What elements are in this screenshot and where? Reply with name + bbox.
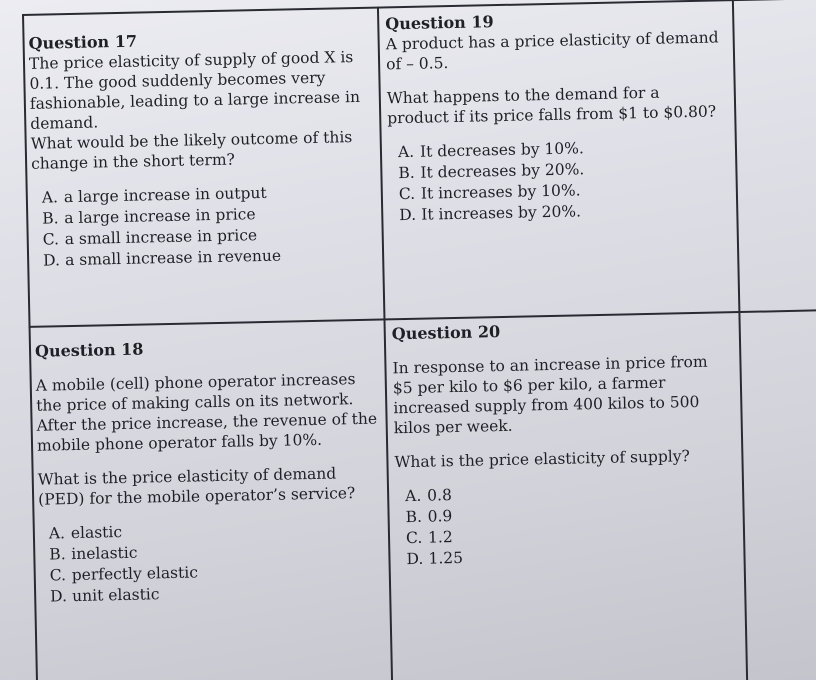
question-17-prompt: What would be the likely outcome of this change in the short term? xyxy=(30,128,353,173)
question-18-options xyxy=(39,517,384,608)
questions-table xyxy=(22,0,816,680)
option-b: B. inelastic xyxy=(49,543,138,564)
question-20-cell xyxy=(386,317,741,570)
option-b: B. 0.9 xyxy=(405,507,453,527)
option-a: A. a large increase in output xyxy=(41,183,267,207)
question-18-text: A mobile (cell) phone operator increases the price of making calls on its network. After the price increase, the revenue of the mobile phone operator falls by 10%. xyxy=(35,370,378,455)
question-18-prompt: What is the price elasticity of demand (PED) for the mobile operator’s service? xyxy=(37,464,356,509)
question-19-options xyxy=(388,135,728,226)
option-c: C. 1.2 xyxy=(405,528,453,548)
question-17-options xyxy=(32,181,377,272)
option-d: D. unit elastic xyxy=(50,585,160,606)
question-18-cell xyxy=(29,334,389,607)
question-17-cell xyxy=(22,27,382,272)
option-d: D. It increases by 20%. xyxy=(399,202,582,225)
option-d: D. 1.25 xyxy=(406,548,464,569)
question-19-prompt: What happens to the demand for a product if its price falls from $1 to $0.80? xyxy=(386,83,717,128)
question-19-text: A product has a price elasticity of demand of – 0.5. xyxy=(385,28,719,74)
option-c: C. a small increase in price xyxy=(42,226,258,249)
question-17-text: The price elasticity of supply of good X is 0.1. The good suddenly becomes very fashionable, leading to a large increase in demand. xyxy=(28,48,361,133)
question-20-text: In response to an increase in price from $5 per kilo to $6 per kilo, a farmer increased supply from 400 kilos to 500 kilos per week. xyxy=(392,352,708,438)
question-19-cell xyxy=(379,7,733,226)
option-c: C. It increases by 10%. xyxy=(398,181,581,204)
option-b: B. a large increase in price xyxy=(42,205,256,228)
option-c: C. perfectly elastic xyxy=(49,563,199,585)
question-20-prompt: What is the price elasticity of supply? xyxy=(394,447,691,472)
question-17-title: Question 17 xyxy=(28,31,138,53)
option-d: D. a small increase in revenue xyxy=(42,246,282,270)
option-a: A. elastic xyxy=(48,523,123,543)
question-19-title: Question 19 xyxy=(385,12,494,34)
question-20-title: Question 20 xyxy=(391,322,501,344)
question-18-title: Question 18 xyxy=(34,339,144,361)
question-20-options xyxy=(395,479,735,570)
option-a: A. It decreases by 10%. xyxy=(397,139,584,162)
option-b: B. It decreases by 20%. xyxy=(398,160,585,183)
option-a: A. 0.8 xyxy=(404,486,453,506)
